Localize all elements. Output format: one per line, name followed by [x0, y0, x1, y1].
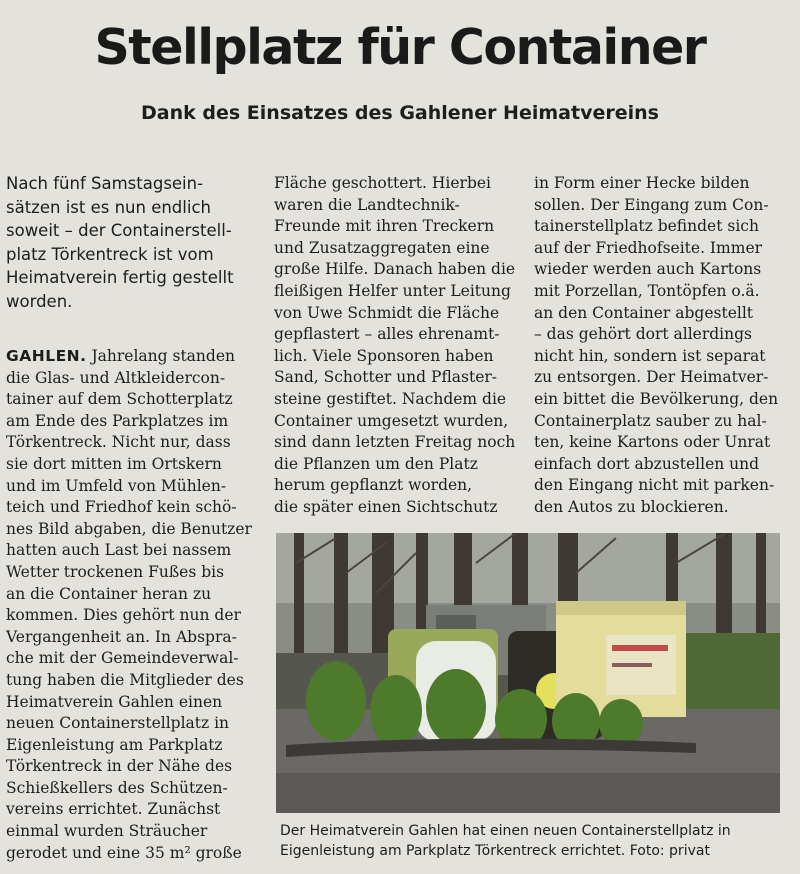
column-line: den Autos zu blockieren.: [534, 497, 729, 516]
article-column-3: [534, 173, 778, 519]
column-line: ein bittet die Bevölkerung, den: [534, 389, 779, 408]
column-line: neuen Containerstellplatz in: [6, 714, 230, 733]
column-line: waren die Landtechnik-: [274, 195, 460, 214]
column-line: fleißigen Helfer unter Leitung: [274, 281, 511, 300]
container-site-photo: [276, 533, 780, 813]
column-line: gepflastert – alles ehrenamt-: [274, 325, 500, 344]
article-column-2: [274, 173, 515, 519]
column-line: Eigenleistung am Parkplatz: [6, 735, 223, 754]
column-line: sollen. Der Eingang zum Con-: [534, 195, 769, 214]
article-subheadline: Dank des Einsatzes des Gahlener Heimatvereins: [141, 102, 659, 124]
column-line: Container umgesetzt wurden,: [274, 411, 509, 430]
column-line: kommen. Dies gehört nun der: [6, 606, 241, 625]
column-line: wieder werden auch Kartons: [534, 260, 762, 279]
column-line: an den Container abgestellt: [534, 303, 754, 322]
column-line: hatten auch Last bei nassem: [6, 541, 232, 560]
column-line: gerodet und eine 35 m² große: [6, 843, 242, 862]
column-line: tung haben die Mitglieder des: [6, 670, 244, 689]
column-line: auf der Friedhofseite. Immer: [534, 238, 763, 257]
column-line: [6, 346, 252, 368]
column-line: steine gestiftet. Nachdem die: [274, 389, 507, 408]
column-line: Vergangenheit an. In Abspra-: [6, 627, 237, 646]
column-line: Heimatverein Gahlen einen: [6, 692, 223, 711]
column-line: herum gepflanzt worden,: [274, 476, 473, 495]
column-line: Törkentreck. Nicht nur, dass: [6, 433, 231, 452]
lead-line: worden.: [6, 291, 73, 311]
column-line: teich und Friedhof kein schö-: [6, 498, 237, 517]
lead-line: sätzen ist es nun endlich: [6, 197, 211, 217]
column-line: die Glas- und Altkleidercon-: [6, 368, 226, 387]
column-line: die Pflanzen um den Platz: [274, 454, 478, 473]
column-line: Freunde mit ihren Treckern: [274, 217, 495, 236]
column-line: große Hilfe. Danach haben die: [274, 260, 516, 279]
column-line: Wetter trockenen Fußes bis: [6, 562, 225, 581]
column-line: einmal wurden Sträucher: [6, 822, 208, 841]
article-photo: [276, 533, 780, 813]
column-line: Fläche geschottert. Hierbei: [274, 174, 491, 192]
photo-caption: [280, 821, 790, 861]
column-line: ten, keine Kartons oder Unrat: [534, 433, 771, 452]
caption-line: Der Heimatverein Gahlen hat einen neuen Containerstellplatz in: [280, 823, 731, 839]
column-line: sind dann letzten Freitag noch: [274, 433, 516, 452]
column-line: tainer auf dem Schotterplatz: [6, 390, 233, 409]
lead-line: platz Törkentreck ist vom: [6, 244, 214, 264]
column-line: und Zusatzaggregaten eine: [274, 238, 490, 257]
article-lead: [6, 172, 251, 314]
column-line: lich. Viele Sponsoren haben: [274, 346, 494, 365]
column-line: nicht hin, sondern ist separat: [534, 346, 766, 365]
column-line: nes Bild abgaben, die Benutzer: [6, 519, 252, 538]
column-line: mit Porzellan, Tontöpfen o.ä.: [534, 281, 760, 300]
column-line: zu entsorgen. Der Heimatver-: [534, 368, 769, 387]
column-line: sie dort mitten im Ortskern: [6, 454, 222, 473]
column-line: an die Container heran zu: [6, 584, 212, 603]
column-line: in Form einer Hecke bilden: [534, 174, 750, 192]
column-line: Törkentreck in der Nähe des: [6, 757, 233, 776]
column-line: – das gehört dort allerdings: [534, 325, 752, 344]
column-line: einfach dort abzustellen und: [534, 454, 760, 473]
caption-line: Eigenleistung am Parkplatz Törkentreck errichtet. Foto: privat: [280, 843, 710, 859]
dateline: GAHLEN.: [6, 347, 87, 365]
column-line: che mit der Gemeindeverwal-: [6, 649, 239, 668]
column-line-text: Jahrelang standen: [86, 347, 235, 365]
column-line: Schießkellers des Schützen-: [6, 778, 228, 797]
article-headline: Stellplatz für Container: [94, 19, 706, 76]
column-line: den Eingang nicht mit parken-: [534, 476, 775, 495]
column-line: Sand, Schotter und Pflaster-: [274, 368, 498, 387]
column-line: die später einen Sichtschutz: [274, 497, 498, 516]
article-column-1: [6, 346, 252, 864]
lead-line: soweit – der Containerstell-: [6, 221, 232, 241]
lead-line: Nach fünf Samstagsein-: [6, 174, 204, 193]
lead-line: Heimatverein fertig gestellt: [6, 268, 234, 288]
column-line: von Uwe Schmidt die Fläche: [274, 303, 500, 322]
column-line: vereins errichtet. Zunächst: [6, 800, 221, 819]
column-line: am Ende des Parkplatzes im: [6, 411, 229, 430]
column-line: und im Umfeld von Mühlen-: [6, 476, 227, 495]
column-line: Containerplatz sauber zu hal-: [534, 411, 767, 430]
column-line: tainerstellplatz befindet sich: [534, 217, 759, 236]
